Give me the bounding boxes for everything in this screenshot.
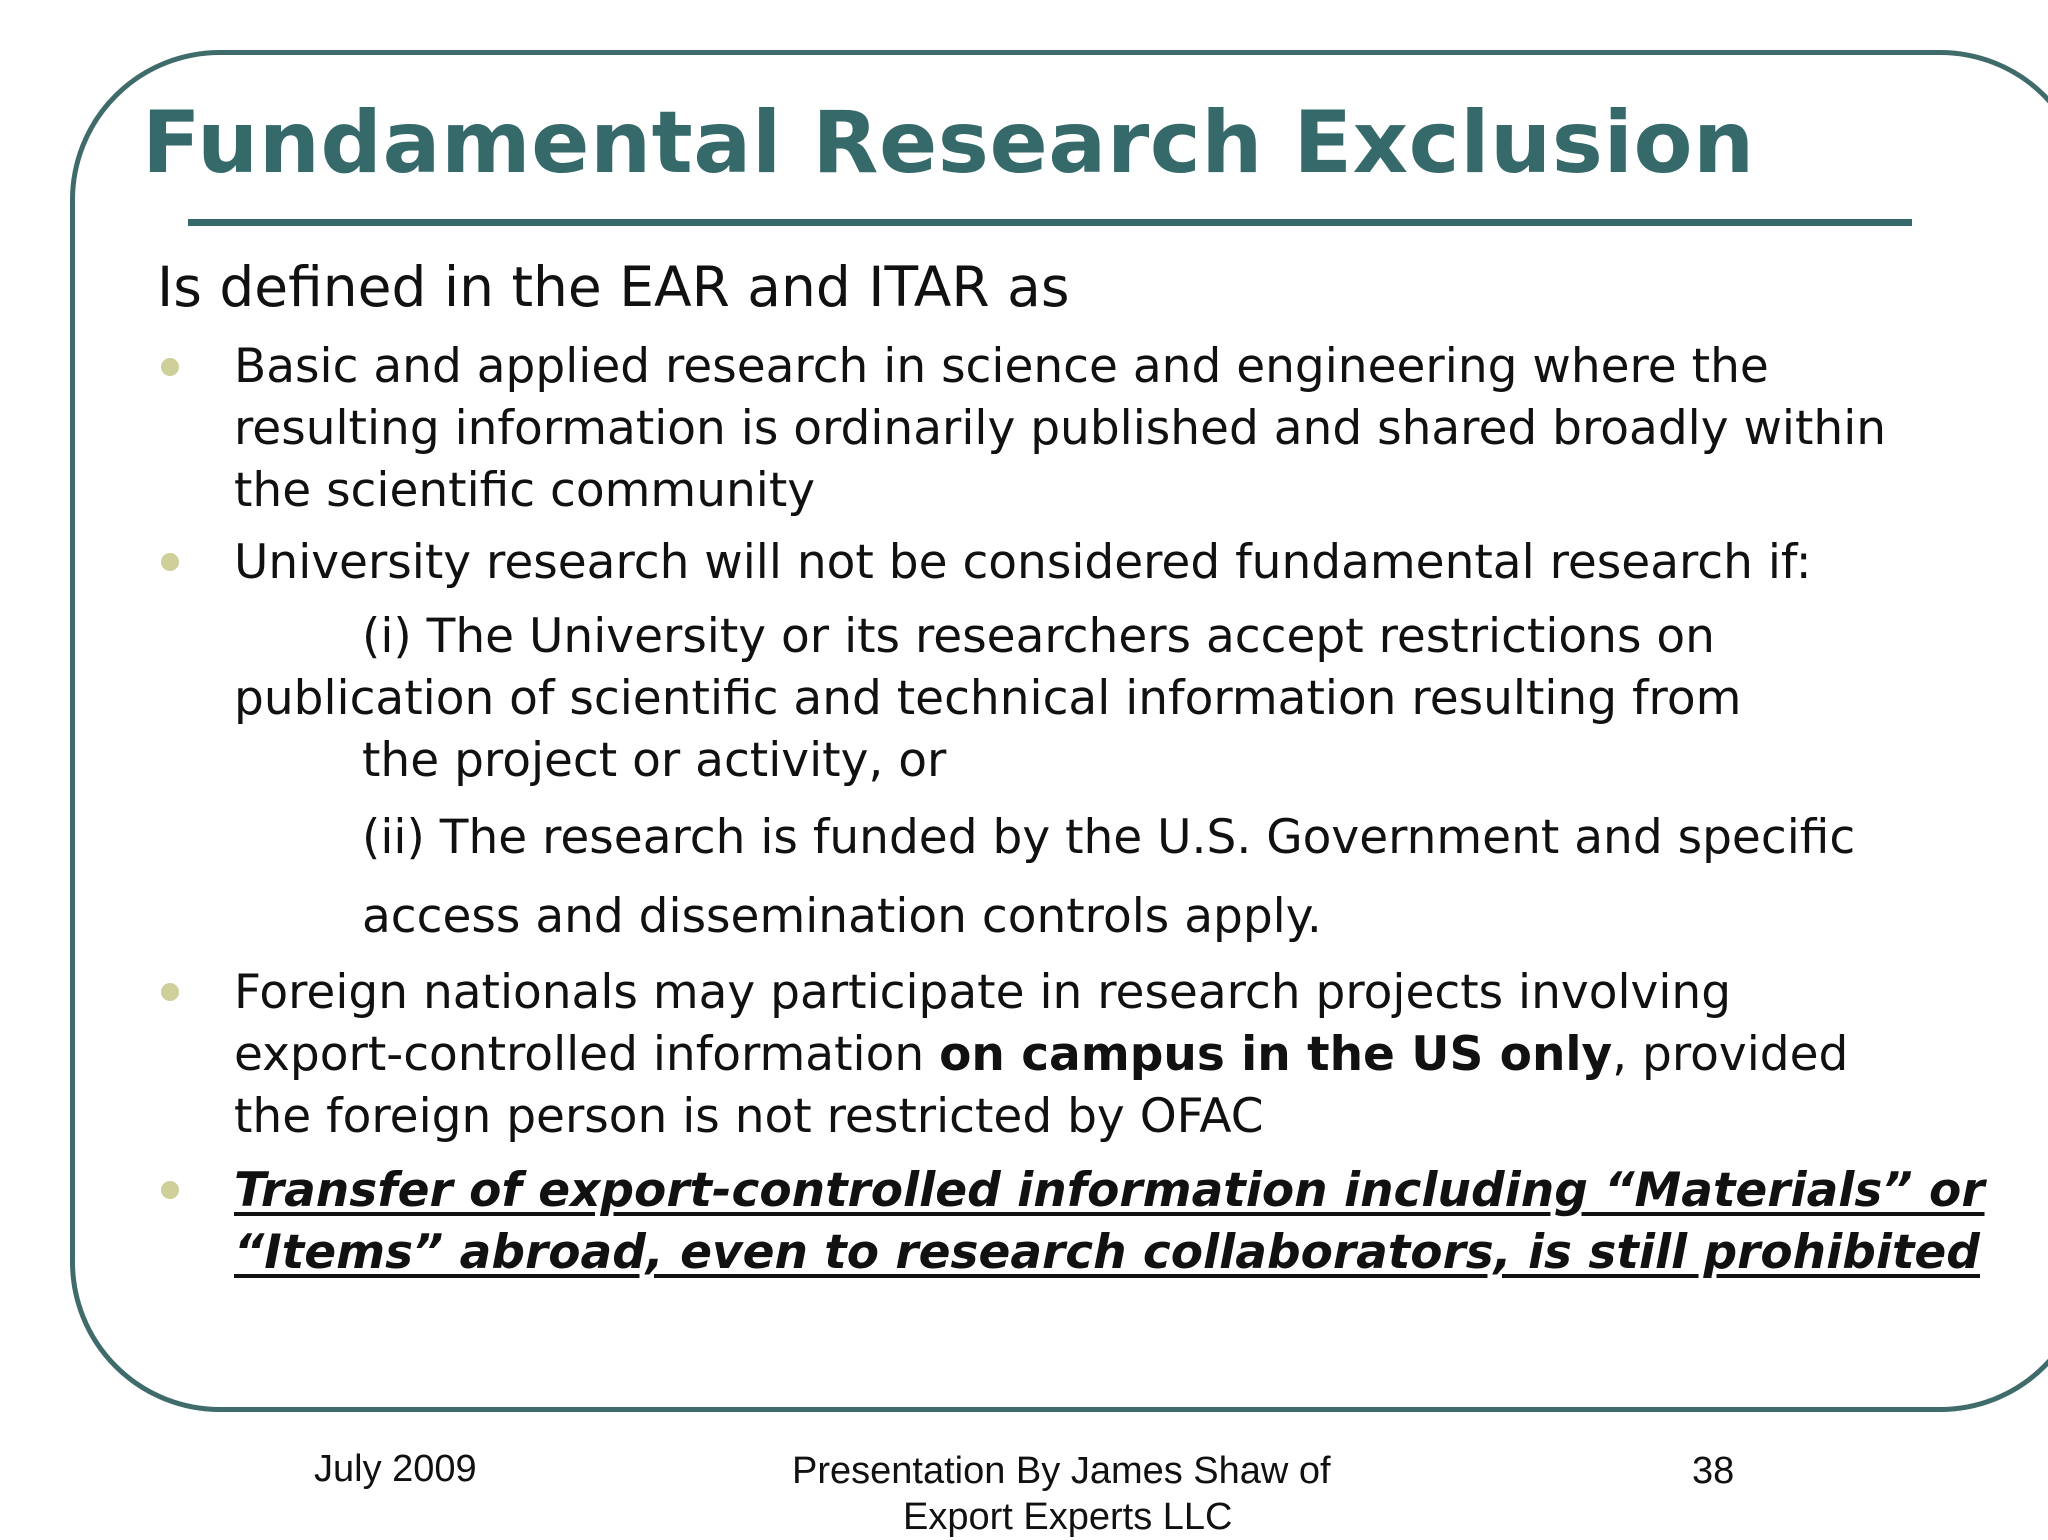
bullet1-line2: resulting information is ordinarily published and shared broadly within [234,401,1887,456]
bullet3-line2-post: , provided [1612,1027,1849,1082]
slide-title: Fundamental Research Exclusion [142,93,1755,193]
bullet2-sub1-line2: publication of scientific and technical information resulting from [234,671,1742,726]
bullet4-line1: Transfer of export-controlled information including “Materials” or [234,1163,1985,1218]
bullet2-sub1-line1: (i) The University or its researchers accept restrictions on [362,609,1715,664]
title-underline [188,219,1912,226]
bullet1-line3: the scientific community [234,463,816,518]
bullet2-sub2-line1: (ii) The research is funded by the U.S. Government and specific [362,810,1856,865]
footer-presenter-line1: Presentation By James Shaw of [792,1450,1331,1492]
bullet-dot-3 [161,983,179,1001]
footer-page-number: 38 [1692,1450,1735,1492]
bullet2-line1: University research will not be considered fundamental research if: [234,535,1812,590]
footer-date: July 2009 [314,1448,477,1490]
bullet-dot-4 [161,1181,179,1199]
bullet2-sub2-line2: access and dissemination controls apply. [362,889,1322,944]
bullet3-line2-pre: export-controlled information [234,1027,940,1082]
bullet3-line2-emphasis: on campus in the US only [939,1027,1613,1082]
bullet3-line3: the foreign person is not restricted by OFAC [234,1089,1264,1144]
footer-presenter-line2: Export Experts LLC [903,1496,1233,1538]
bullet-dot-1 [161,358,179,376]
bullet1-line1: Basic and applied research in science and engineering where the [234,339,1769,394]
bullet3-line1: Foreign nationals may participate in research projects involving [234,965,1732,1020]
bullet2-sub1-line3: the project or activity, or [362,733,947,788]
bullet4-line2: “Items” abroad, even to research collaborators, is still prohibited [234,1225,1980,1280]
intro-text: Is defined in the EAR and ITAR as [157,255,1070,319]
bullet3-line2 [234,1024,1848,1086]
bullet-dot-2 [161,553,179,571]
